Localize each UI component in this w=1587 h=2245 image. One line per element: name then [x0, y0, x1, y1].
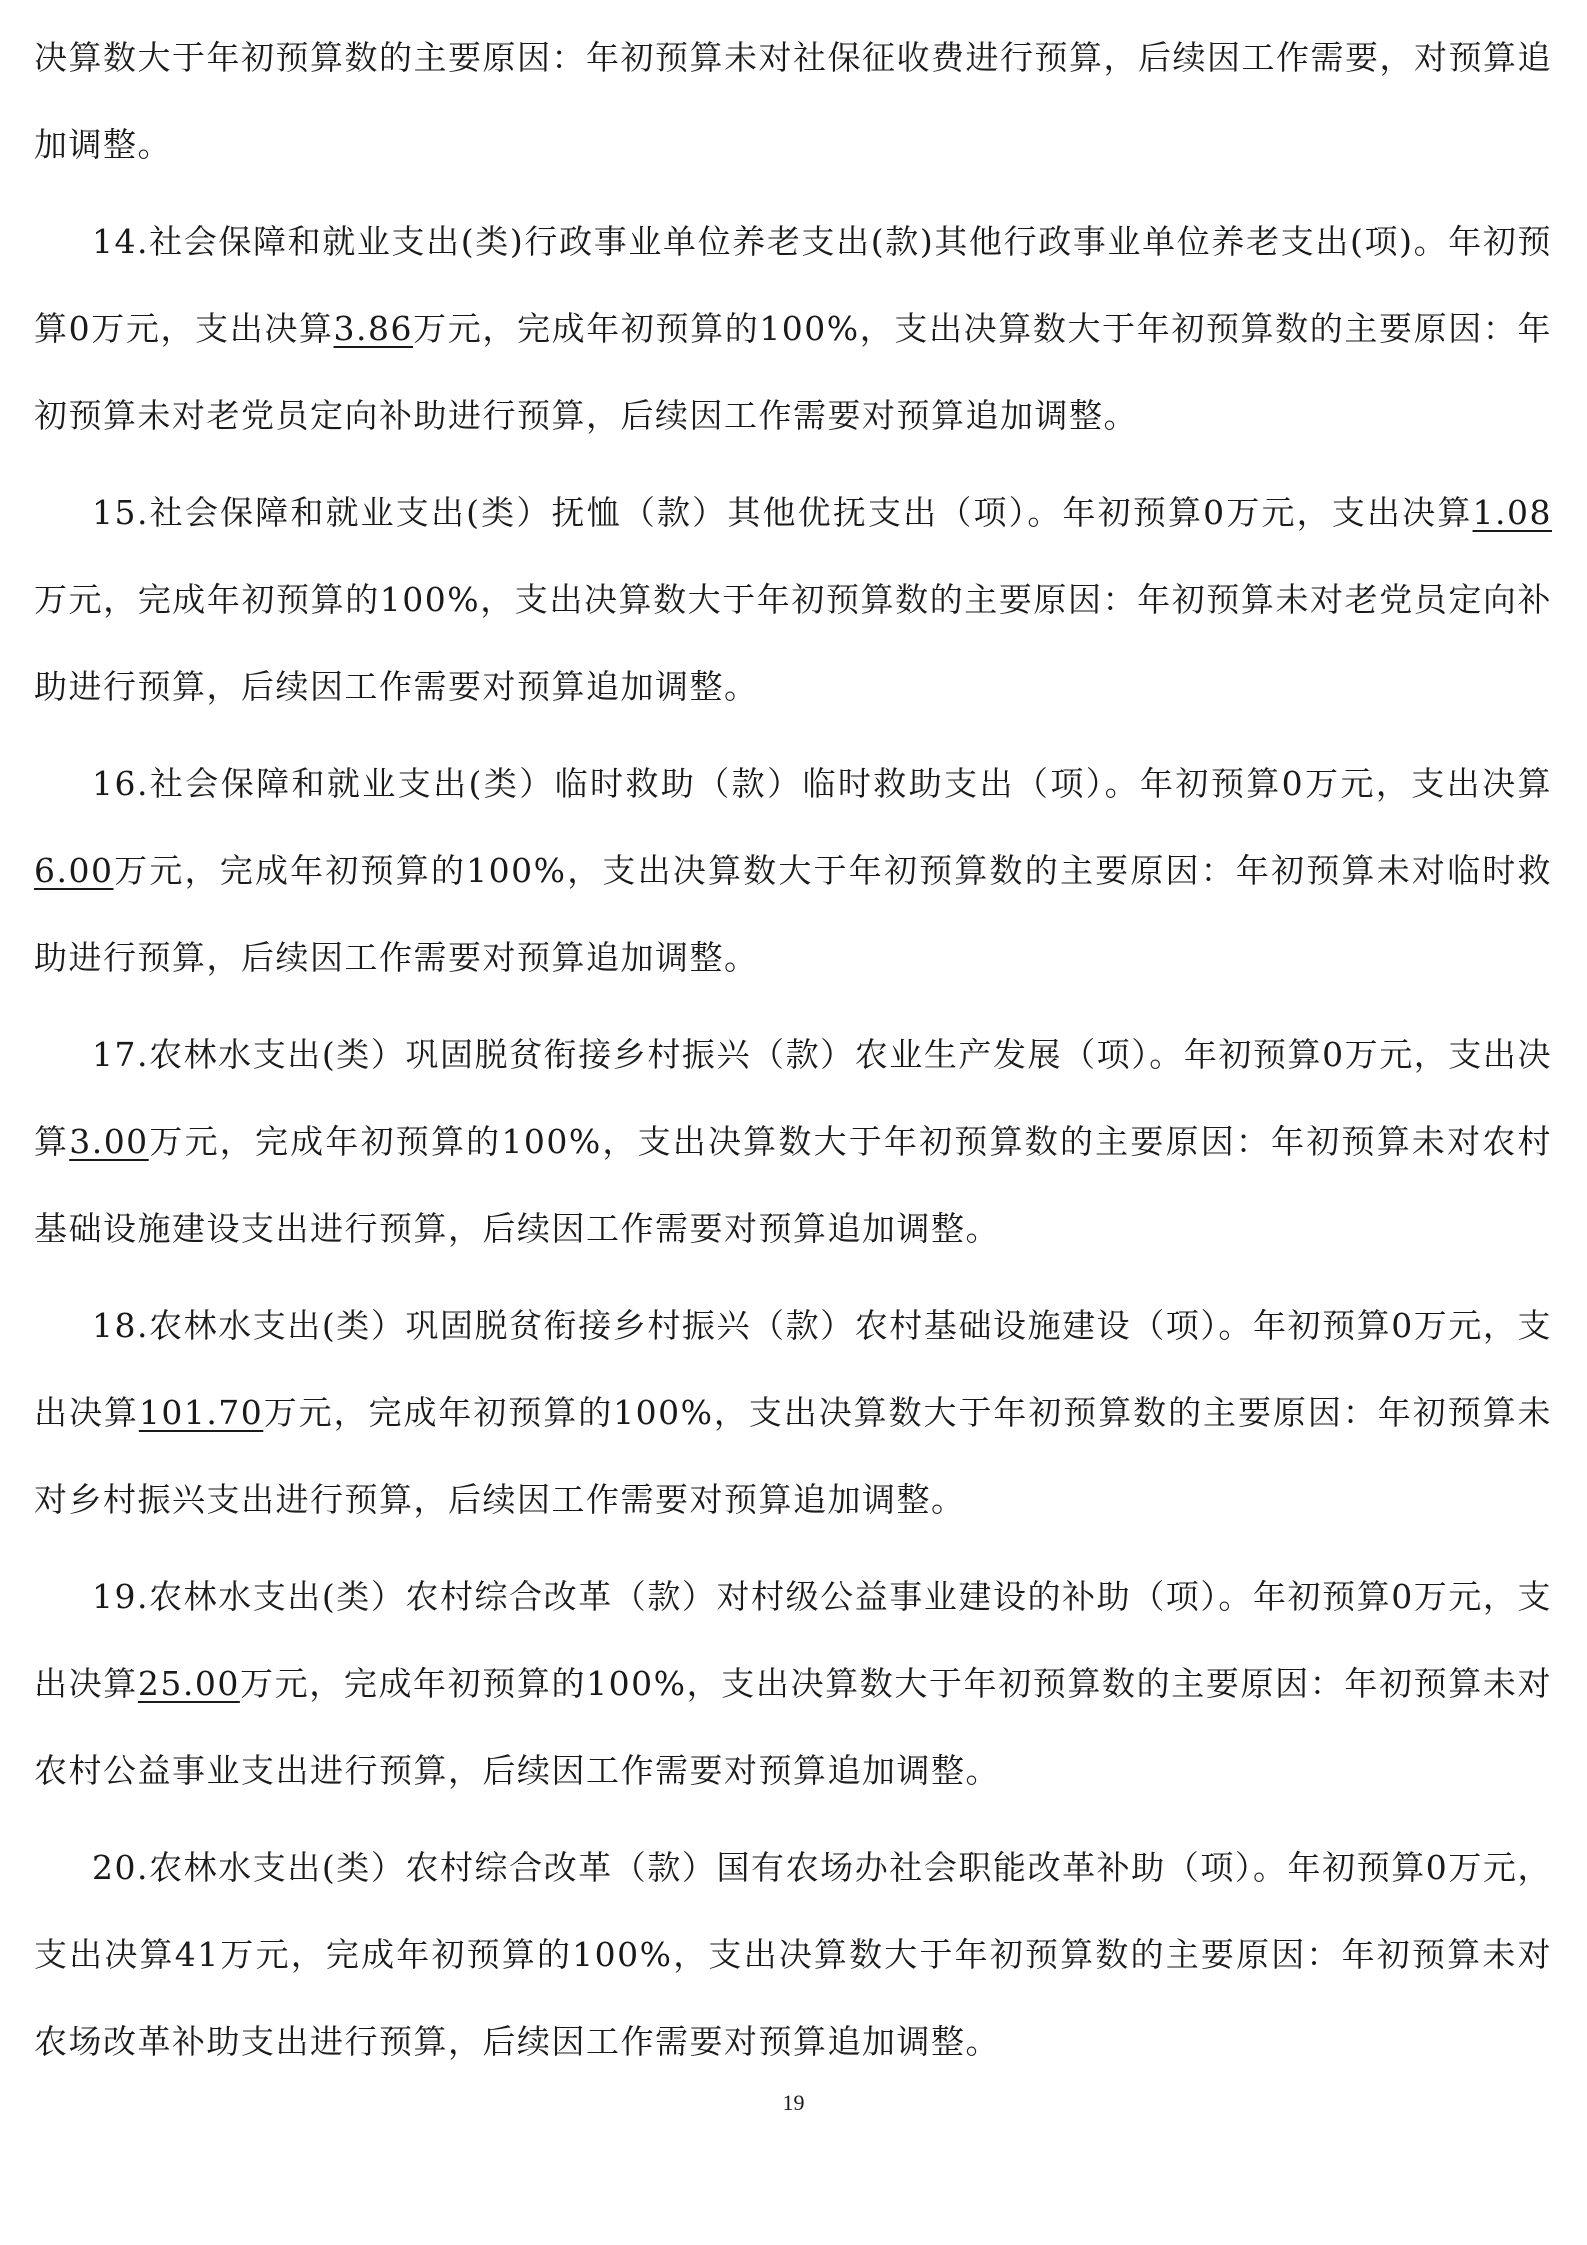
- page-number: 19: [782, 2090, 805, 2115]
- intro-paragraph: 决算数大于年初预算数的主要原因：年初预算未对社保征收费进行预算，后续因工作需要，对预算追加调整。: [34, 38, 1552, 164]
- document-page: [34, 14, 1552, 2095]
- item-14-tail: 万元，完成年初预算的100%，支出决算数大于年初预算数的主要原因：年初预算未对老党员定向补助进行预算，后续因工作需要对预算追加调整。: [34, 309, 1552, 435]
- item-15-amount: 1.08: [1472, 493, 1552, 532]
- item-14-paragraph: [34, 198, 1552, 459]
- item-14-amount: 3.86: [333, 309, 414, 348]
- item-17-lead: 17.农林水支出(类）巩固脱贫衔接乡村振兴（款）农业生产发展（项）。年初预算0万元，支出决算: [34, 1035, 1552, 1161]
- item-16-paragraph: [34, 740, 1552, 1001]
- item-19-tail: 万元，完成年初预算的100%，支出决算数大于年初预算数的主要原因：年初预算未对农村公益事业支出进行预算，后续因工作需要对预算追加调整。: [34, 1664, 1552, 1790]
- item-20-tail: 万元，完成年初预算的100%，支出决算数大于年初预算数的主要原因：年初预算未对农场改革补助支出进行预算，后续因工作需要对预算追加调整。: [34, 1935, 1553, 2061]
- item-17-tail: 万元，完成年初预算的100%，支出决算数大于年初预算数的主要原因：年初预算未对农村基础设施建设支出进行预算，后续因工作需要对预算追加调整。: [34, 1122, 1553, 1248]
- item-17-paragraph: [34, 1011, 1552, 1272]
- item-16-tail: 万元，完成年初预算的100%，支出决算数大于年初预算数的主要原因：年初预算未对临时救助进行预算，后续因工作需要对预算追加调整。: [34, 851, 1552, 977]
- item-18-amount: 101.70: [138, 1393, 264, 1432]
- item-15-paragraph: [34, 469, 1552, 730]
- item-20-amount: 41: [174, 1935, 220, 1974]
- item-18-lead: 18.农林水支出(类）巩固脱贫衔接乡村振兴（款）农村基础设施建设（项）。年初预算0万元，支出决算: [34, 1306, 1552, 1432]
- item-18-tail: 万元，完成年初预算的100%，支出决算数大于年初预算数的主要原因：年初预算未对乡村振兴支出进行预算，后续因工作需要对预算追加调整。: [34, 1393, 1553, 1519]
- item-19-paragraph: [34, 1553, 1552, 1814]
- item-17-amount: 3.00: [69, 1122, 149, 1161]
- item-14-lead: 14.社会保障和就业支出(类)行政事业单位养老支出(款)其他行政事业单位养老支出(项)。年初预算0万元，支出决算: [34, 222, 1552, 348]
- item-16-lead: 16.社会保障和就业支出(类）临时救助（款）临时救助支出（项）。年初预算0万元，支出决算: [92, 764, 1552, 803]
- item-18-paragraph: [34, 1282, 1552, 1543]
- item-20-lead: 20.农林水支出(类）农村综合改革（款）国有农场办社会职能改革补助（项）。年初预算0万元，支出决算: [34, 1848, 1552, 1974]
- item-19-amount: 25.00: [137, 1664, 240, 1703]
- item-16-amount: 6.00: [34, 851, 114, 890]
- item-15-lead: 15.社会保障和就业支出(类）抚恤（款）其他优抚支出（项）。年初预算0万元，支出决算: [92, 493, 1473, 532]
- item-20-paragraph: [34, 1824, 1552, 2085]
- item-19-lead: 19.农林水支出(类）农村综合改革（款）对村级公益事业建设的补助（项）。年初预算0万元，支出决算: [34, 1577, 1552, 1703]
- item-15-tail: 万元，完成年初预算的100%，支出决算数大于年初预算数的主要原因：年初预算未对老党员定向补助进行预算，后续因工作需要对预算追加调整。: [34, 580, 1552, 706]
